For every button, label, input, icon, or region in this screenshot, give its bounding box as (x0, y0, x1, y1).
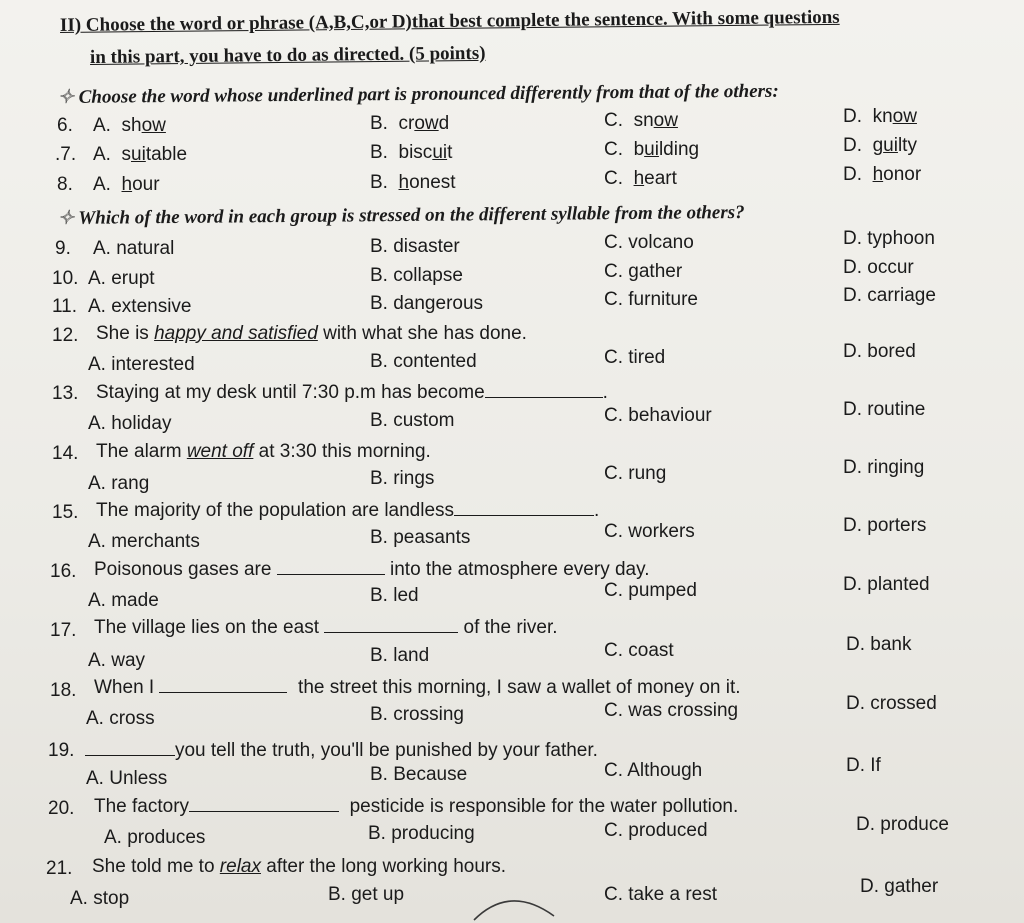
q18-option-c: C. was crossing (604, 700, 739, 721)
q6-number: 6. (57, 115, 73, 136)
q11-option-a: A. extensive (88, 296, 192, 317)
q12-option-c: C. tired (604, 347, 666, 368)
q6-option-a: A. show (93, 115, 166, 136)
q11-option-c: C. furniture (604, 289, 698, 310)
q9-option-a: A. natural (93, 238, 175, 259)
q8-option-a: A. hour (93, 174, 160, 195)
q6-option-c: C. snow (604, 110, 678, 131)
q14-stem: The alarm went off at 3:30 this morning. (96, 441, 431, 462)
q9-option-c: C. volcano (604, 232, 694, 253)
q15-number: 15. (52, 502, 79, 523)
q21-option-c: C. take a rest (604, 884, 717, 905)
q21-option-b: B. get up (328, 884, 405, 905)
q6-option-b: B. crowd (370, 113, 450, 134)
q8-option-b: B. honest (370, 172, 456, 193)
q7-option-b: B. biscuit (370, 142, 453, 163)
q18-option-d: D. crossed (846, 693, 937, 714)
q7-option-a: A. suitable (93, 144, 188, 165)
q12-number: 12. (52, 325, 79, 346)
q9-option-b: B. disaster (370, 236, 460, 257)
q16-option-c: C. pumped (604, 580, 697, 601)
q9-option-d: D. typhoon (843, 228, 935, 249)
q10-number: 10. (52, 268, 79, 289)
q8-option-c: C. heart (604, 168, 677, 189)
q16-number: 16. (50, 561, 77, 582)
q19-option-c: C. Although (604, 760, 703, 781)
section-title-line-2: in this part, you have to do as directed. (5 points) (89, 42, 486, 68)
q12-option-a: A. interested (88, 354, 195, 375)
q13-stem: Staying at my desk until 7:30 p.m has become . (96, 382, 608, 403)
q20-option-a: A. produces (104, 827, 206, 848)
q16-option-a: A. made (88, 590, 159, 611)
q18-stem: When I the street this morning, I saw a wallet of money on it. (94, 677, 741, 698)
q20-stem: The factory pesticide is responsible for the water pollution. (94, 796, 739, 817)
q13-option-a: A. holiday (88, 413, 172, 434)
q15-option-c: C. workers (604, 521, 695, 542)
q13-number: 13. (52, 383, 79, 404)
q13-option-d: D. routine (843, 399, 926, 420)
q17-number: 17. (50, 620, 77, 641)
q10-option-c: C. gather (604, 261, 683, 282)
q18-option-b: B. crossing (370, 704, 464, 725)
q21-option-a: A. stop (70, 888, 130, 909)
q17-option-d: D. bank (846, 634, 912, 655)
instruction-stress: ✧ Which of the word in each group is stressed on the different syllable from the others? (57, 202, 745, 229)
q14-option-c: C. rung (604, 463, 667, 484)
q11-option-b: B. dangerous (370, 293, 484, 314)
q20-option-d: D. produce (856, 814, 949, 835)
instruction-pronunciation: ✧ Choose the word whose underlined part is pronounced differently from that of the others: (57, 80, 779, 108)
q21-number: 21. (46, 858, 73, 879)
q6-option-d: D. know (843, 106, 917, 127)
pencil-arc-mark (470, 890, 560, 923)
q20-option-b: B. producing (368, 823, 475, 844)
q20-number: 20. (48, 798, 75, 819)
q18-option-a: A. cross (86, 708, 155, 729)
q18-number: 18. (50, 680, 77, 701)
q19-option-d: D. If (846, 755, 881, 776)
q15-option-a: A. merchants (88, 531, 200, 552)
q12-option-b: B. contented (370, 351, 477, 372)
q13-option-b: B. custom (370, 410, 455, 431)
q16-stem: Poisonous gases are into the atmosphere every day. (94, 559, 650, 580)
q17-option-b: B. land (370, 645, 430, 666)
q21-option-d: D. gather (860, 876, 939, 897)
q21-stem: She told me to relax after the long working hours. (92, 856, 507, 877)
q14-option-b: B. rings (370, 468, 435, 489)
q19-option-a: A. Unless (86, 768, 168, 789)
q10-option-a: A. erupt (88, 268, 155, 289)
q17-option-c: C. coast (604, 640, 674, 661)
q7-option-c: C. building (604, 139, 700, 160)
q19-option-b: B. Because (370, 764, 468, 785)
q20-option-c: C. produced (604, 820, 708, 841)
q16-option-b: B. led (370, 585, 419, 606)
section-title-line-1: II) Choose the word or phrase (A,B,C,or D)that best complete the sentence. With some questions (59, 6, 840, 36)
q19-number: 19. you tell the truth, you'll be punished by your father. (48, 740, 598, 761)
q10-option-d: D. occur (843, 257, 914, 278)
q14-number: 14. (52, 443, 79, 464)
q11-option-d: D. carriage (843, 285, 936, 306)
q13-option-c: C. behaviour (604, 405, 712, 426)
q8-number: 8. (57, 174, 73, 195)
q7-number: .7. (55, 144, 77, 165)
q11-number: 11. (52, 296, 78, 317)
q8-option-d: D. honor (843, 164, 922, 185)
q14-option-d: D. ringing (843, 457, 925, 478)
q12-stem: She is happy and satisfied with what she has done. (96, 323, 527, 344)
q12-option-d: D. bored (843, 341, 916, 362)
q15-option-b: B. peasants (370, 527, 471, 548)
q16-option-d: D. planted (843, 574, 930, 595)
q15-stem: The majority of the population are landless . (96, 500, 600, 521)
q7-option-d: D. guilty (843, 135, 917, 156)
q15-option-d: D. porters (843, 515, 927, 536)
q10-option-b: B. collapse (370, 265, 463, 286)
q17-stem: The village lies on the east of the river. (94, 617, 558, 638)
q14-option-a: A. rang (88, 473, 150, 494)
q17-option-a: A. way (88, 650, 146, 671)
q9-number: 9. (55, 238, 71, 259)
